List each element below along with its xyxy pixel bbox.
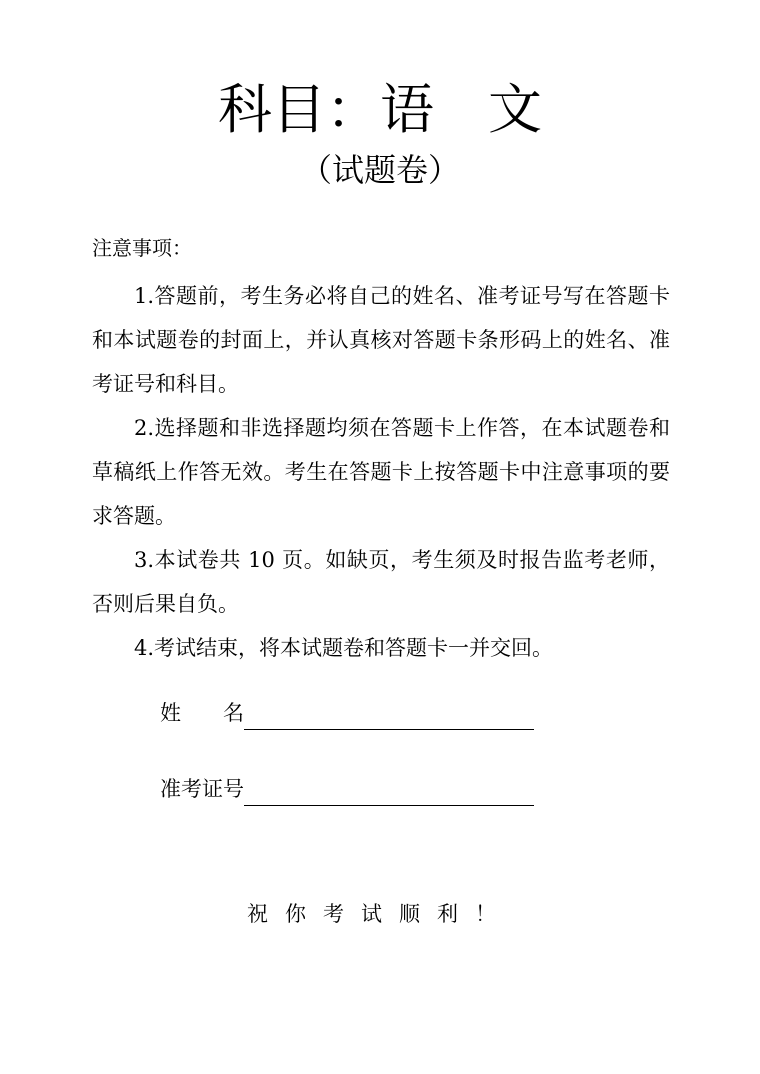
name-field-label: 姓 名 xyxy=(160,701,244,725)
exam-id-field-label: 准考证号 xyxy=(160,777,244,801)
page-title: 科目：语 文 xyxy=(218,78,542,141)
page-subtitle: （试题卷） xyxy=(299,151,460,189)
notice-item-3: 3.本试卷共 10 页。如缺页，考生须及时报告监考老师，否则后果自负。 xyxy=(92,548,670,616)
good-luck-message: 祝你考试顺利！ xyxy=(247,902,513,926)
notice-item-2: 2.选择题和非选择题均须在答题卡上作答，在本试题卷和草稿纸上作答无效。考生在答题卡上按答题卡中注意事项的要求答题。 xyxy=(92,416,670,528)
notice-list xyxy=(92,274,670,670)
name-field-line[interactable] xyxy=(244,703,534,730)
name-field xyxy=(160,696,534,730)
notice-item-4: 4.考试结束，将本试题卷和答题卡一并交回。 xyxy=(134,636,554,660)
exam-id-field-line[interactable] xyxy=(244,779,534,806)
notice-item-1: 1.答题前，考生务必将自己的姓名、准考证号写在答题卡和本试题卷的封面上，并认真核对答题卡条形码上的姓名、准考证号和科目。 xyxy=(92,284,670,396)
notice-heading: 注意事项： xyxy=(92,236,192,260)
exam-id-field xyxy=(160,772,534,806)
